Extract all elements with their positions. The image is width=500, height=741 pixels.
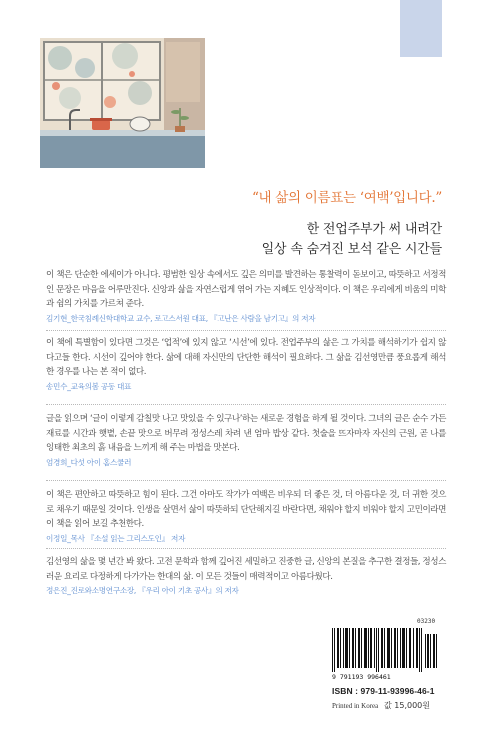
subtitle-line-2: 일상 속 숨겨진 보석 같은 시간들 <box>261 242 442 257</box>
review-5 <box>46 555 446 596</box>
review-text: 글을 읽으며 ‘글이 이렇게 감칠맛 나고 맛있을 수 있구나’하는 새로운 경험을 하게 될 것이다. 그녀의 글은 순수 가든 재료를 시간과 햇볕, 손끝 맛으로 버무려 정성스레 차려 낸 엄마 밥상 같다. 첫술을 뜨자마자 자신의 근원, 곧 나를 잉태한 최초의 흙 내음을 느끼게 해 주는 마법을 맛본다. <box>46 414 446 453</box>
printed-in: Printed in Korea <box>332 702 379 710</box>
isbn-number: ISBN : 979-11-93996-46-1 <box>332 686 435 696</box>
review-author: 송민수_교육의봄 공동 대표 <box>46 381 132 391</box>
tagline: “내 삶의 이름표는 ‘여백’입니다.” <box>251 190 442 206</box>
review-text: 이 책에 특별함이 있다면 그것은 ‘업적’에 있지 않고 ‘시선’에 있다. 전업주부의 삶은 그 가치를 해석하기가 쉽지 않다고들 한다. 시선이 깊어야 한다. 삶에 대해 자신만의 단단한 해석이 필요하다. 그 삶을 김선영만큼 풍요롭게 해석한 경우를 나는 본 적이 없다. <box>46 338 446 377</box>
divider <box>46 480 446 481</box>
subtitle-line-1: 한 전업주부가 써 내려간 <box>306 222 442 237</box>
review-text: 이 책은 단순한 에세이가 아니다. 평범한 일상 속에서도 깊은 의미를 발견하는 통찰력이 돋보이고, 따뜻하고 서정적인 문장은 마음을 어루만진다. 신앙과 삶을 자연스럽게 엮어 가는 지혜도 인상적이다. 이 책은 우리에게 비움의 미학과 쉼의 가치를 가르쳐 준다. <box>46 270 446 309</box>
review-author: 이정일_목사 『소설 읽는 그리스도인』 저자 <box>46 533 186 543</box>
divider <box>46 330 446 331</box>
review-text: 김선영의 삶을 몇 년간 봐 왔다. 고전 문학과 함께 깊어진 세밀하고 진중한 글, 신앙의 본질을 추구한 결정들, 정성스러운 요리로 다정하게 다가가는 한대의 삶. 이 모든 것들이 매력적이고 아름다웠다. <box>46 557 446 582</box>
isbn-barcode <box>330 628 440 680</box>
barcode-addon-digits: 03230 <box>417 618 436 625</box>
review-author: 김기현_한국침례신학대학교 교수, 로고스서원 대표, 『고난은 사람을 남기고』의 저자 <box>46 313 316 323</box>
review-1 <box>46 268 446 324</box>
review-2 <box>46 336 446 392</box>
price: 값 15,000원 <box>384 701 430 710</box>
review-author: 정은진_진로와소명연구소장, 『우리 아이 기초 공사』의 저자 <box>46 586 239 595</box>
decorative-color-block <box>400 0 442 57</box>
review-4 <box>46 488 446 544</box>
review-author: 엄경희_다섯 아이 홈스쿨러 <box>46 457 132 467</box>
divider <box>46 548 446 549</box>
review-text: 이 책은 편안하고 따뜻하고 힘이 된다. 그건 아마도 작가가 여백은 비우되 더 좋은 것, 더 아름다운 것, 더 귀한 것으로 채우기 때문일 것이다. 인생을 살면서 삶이 따뜻하되 단단해지길 바란다면, 채워야 할지 비워야 할지 고민이라면 이 책을 읽어 보길 추천한다. <box>46 490 446 529</box>
divider <box>46 404 446 405</box>
kitchen-illustration <box>40 38 205 168</box>
review-3 <box>46 412 446 468</box>
barcode-digits: 9 791193 996461 <box>332 673 391 680</box>
